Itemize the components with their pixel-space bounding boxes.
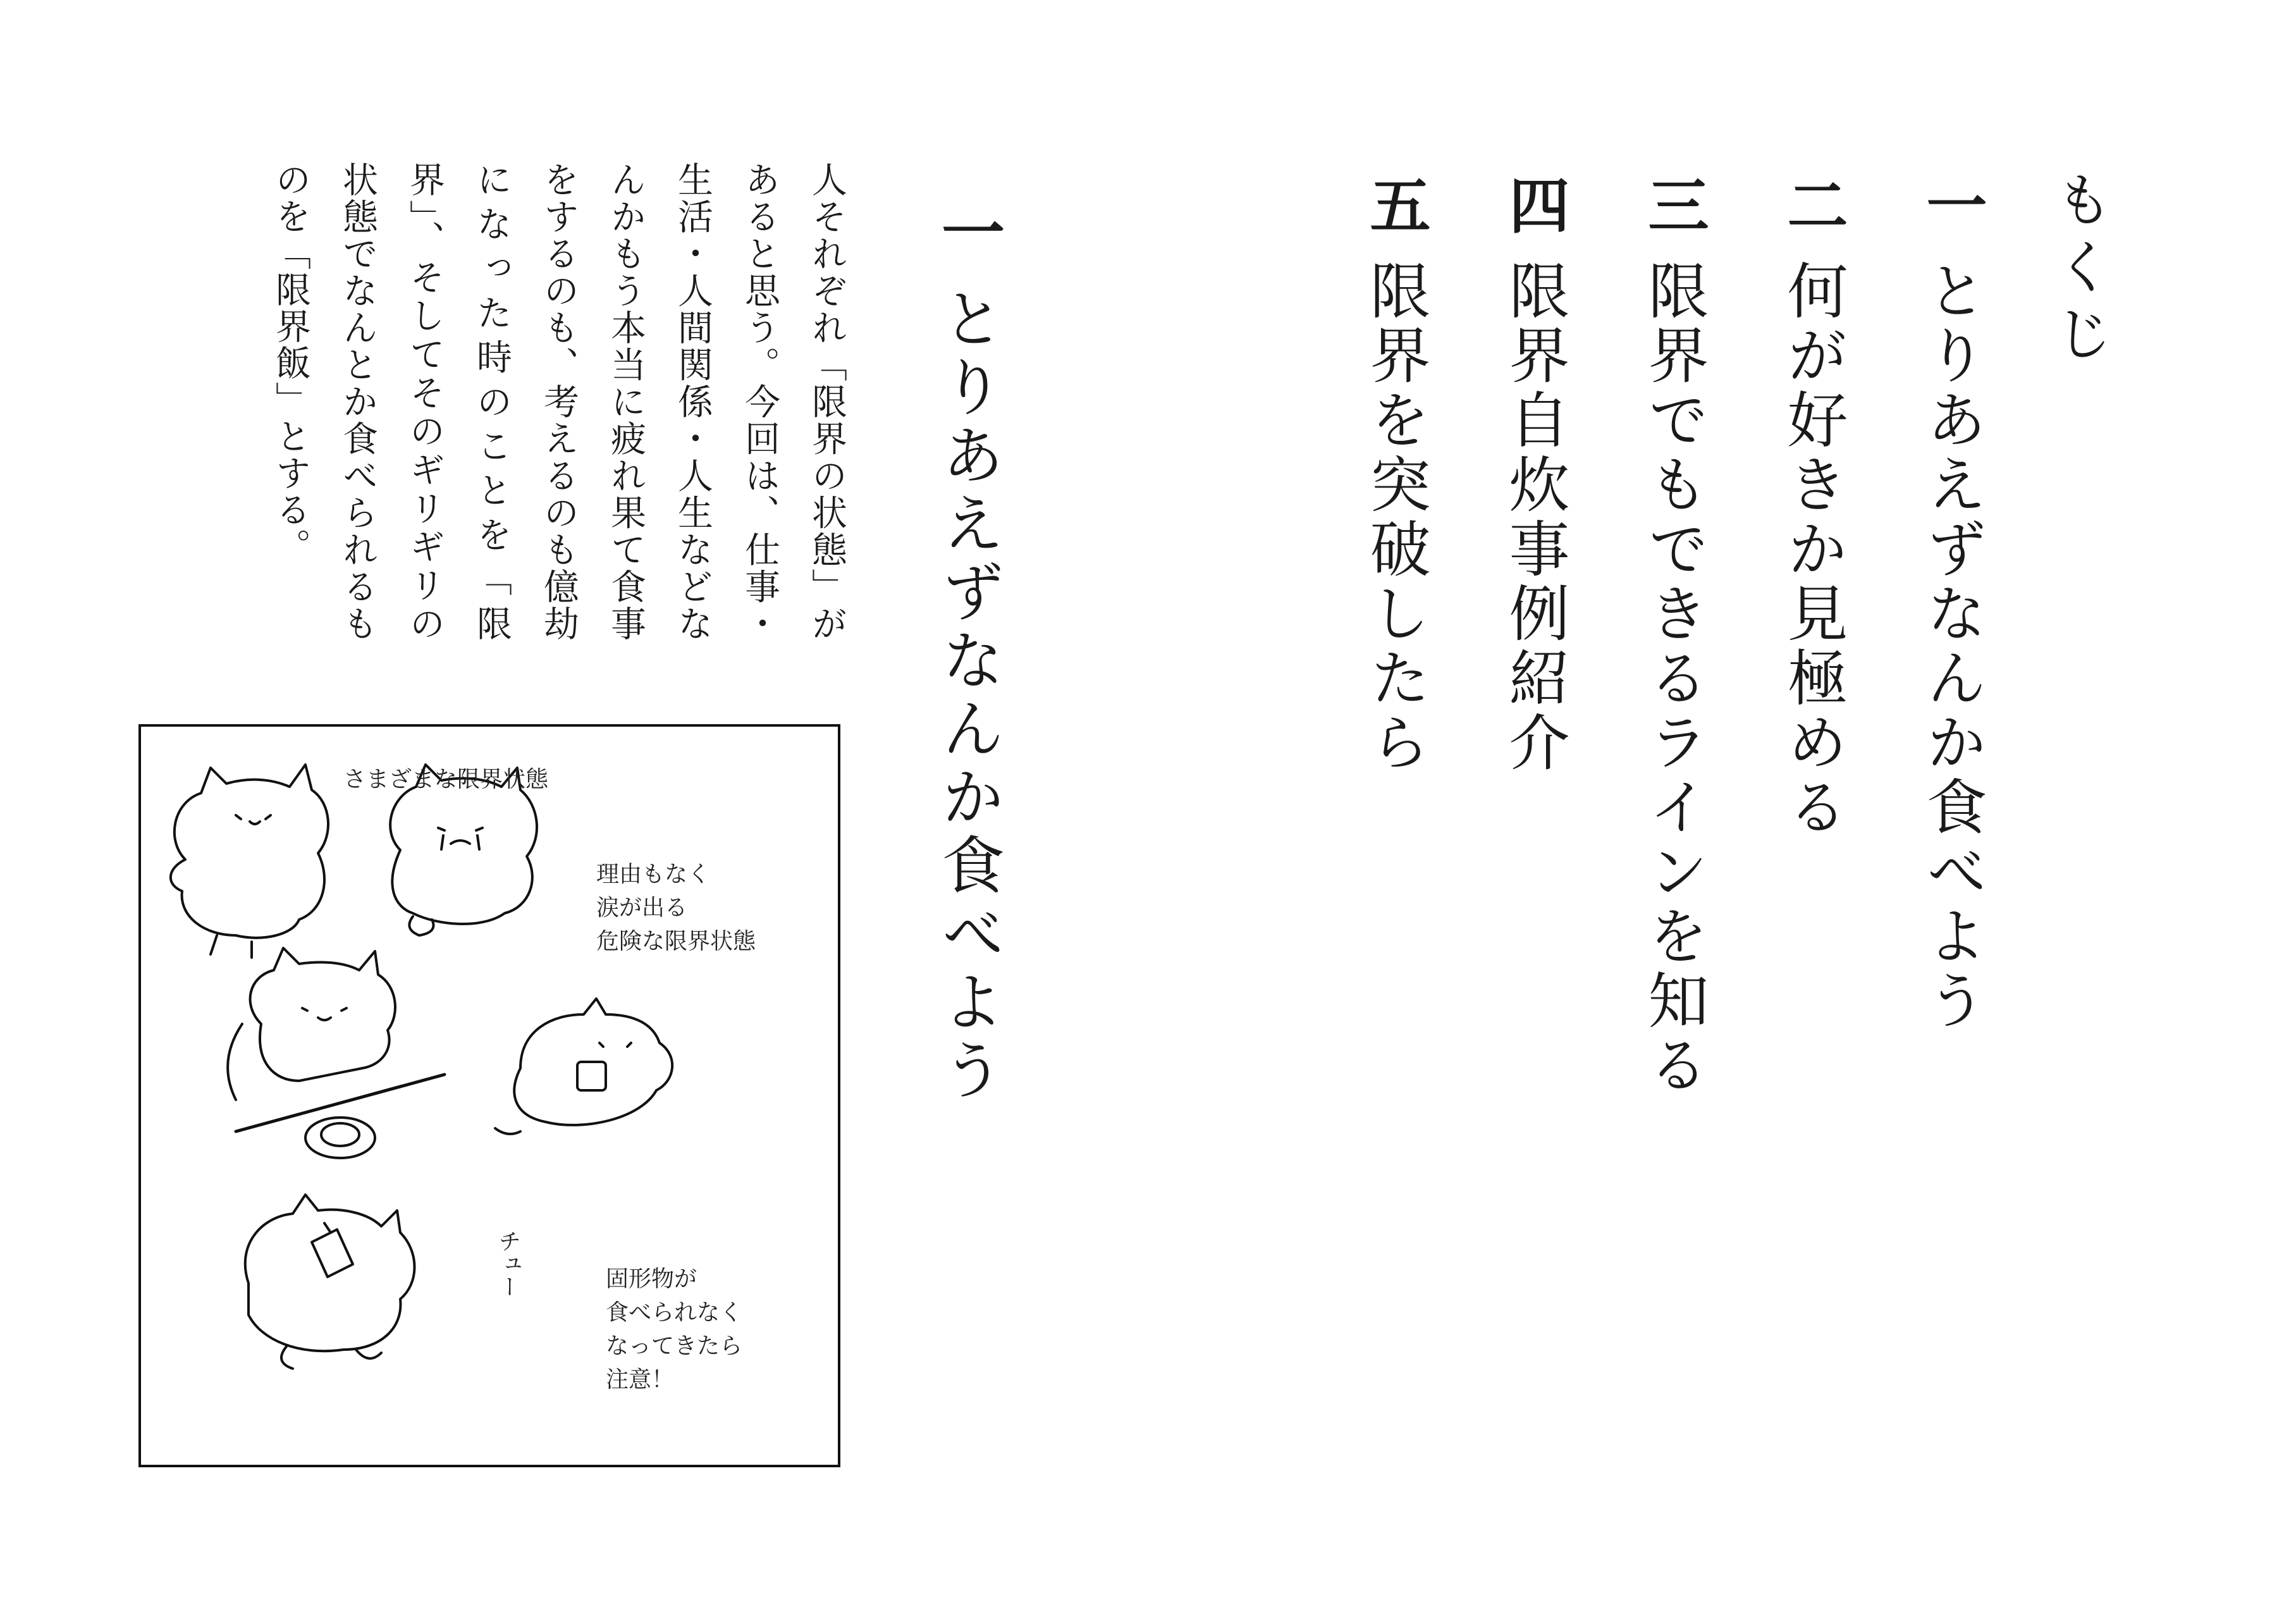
cat-drinking-drawing bbox=[245, 1195, 415, 1369]
illustration-panel bbox=[138, 724, 840, 1467]
cat-standing-drawing bbox=[171, 765, 328, 958]
note-line: 涙が出る bbox=[596, 895, 688, 921]
chapter-heading bbox=[923, 196, 1012, 1106]
toc-entry-4[interactable] bbox=[1494, 169, 1576, 775]
toc-entry-number: 四 bbox=[1499, 174, 1570, 235]
toc-entry-3[interactable] bbox=[1633, 169, 1715, 1098]
chapter-title: とりあえずなんか食べよう bbox=[931, 286, 1005, 1106]
toc-entry-number: 二 bbox=[1777, 174, 1848, 235]
note-line: なってきたら bbox=[606, 1333, 743, 1359]
chapter-body-text: 人それぞれ「限界の状態」があると思う。今回は、仕事・生活・人間関係・人生などなんかもう本当に疲れ果て食事をするのも、考えるのも億劫になった時のことを「限界」、そしてそのギリギリの状態でなんとか食べられるものを「限界飯」とする。 bbox=[270, 161, 847, 642]
toc-entry-title: 何が好きか見極める bbox=[1777, 259, 1848, 840]
cat-snack-drawing bbox=[495, 999, 672, 1134]
toc-entry-number: 三 bbox=[1638, 174, 1709, 235]
illustration-title: さまざまな限界状態 bbox=[343, 767, 549, 792]
note-line: 理由もなく bbox=[596, 861, 711, 887]
sound-effect: チュー bbox=[495, 1229, 521, 1298]
toc-entry-number: 五 bbox=[1360, 174, 1431, 235]
toc-entry-1[interactable] bbox=[1911, 169, 1993, 1033]
toc-entry-title: 限界でもできるラインを知る bbox=[1638, 259, 1709, 1098]
toc-entry-2[interactable] bbox=[1772, 169, 1854, 840]
note-line: 固形物が bbox=[606, 1266, 697, 1292]
chapter-number: 一 bbox=[931, 199, 1005, 262]
toc-entry-title: とりあえずなんか食べよう bbox=[1917, 259, 1987, 1033]
note-line: 危険な限界状態 bbox=[596, 928, 756, 954]
toc-entry-title: 限界自炊事例紹介 bbox=[1499, 259, 1570, 775]
toc-entry-5[interactable] bbox=[1354, 169, 1437, 775]
toc-heading: もくじ bbox=[2046, 169, 2113, 371]
note-line: 注意！ bbox=[606, 1367, 675, 1393]
toc-entry-number: 一 bbox=[1917, 174, 1987, 235]
cat-lying-drawing bbox=[228, 948, 445, 1158]
note-line: 食べられなく bbox=[606, 1300, 743, 1326]
toc-entry-title: 限界を突破したら bbox=[1360, 259, 1431, 775]
